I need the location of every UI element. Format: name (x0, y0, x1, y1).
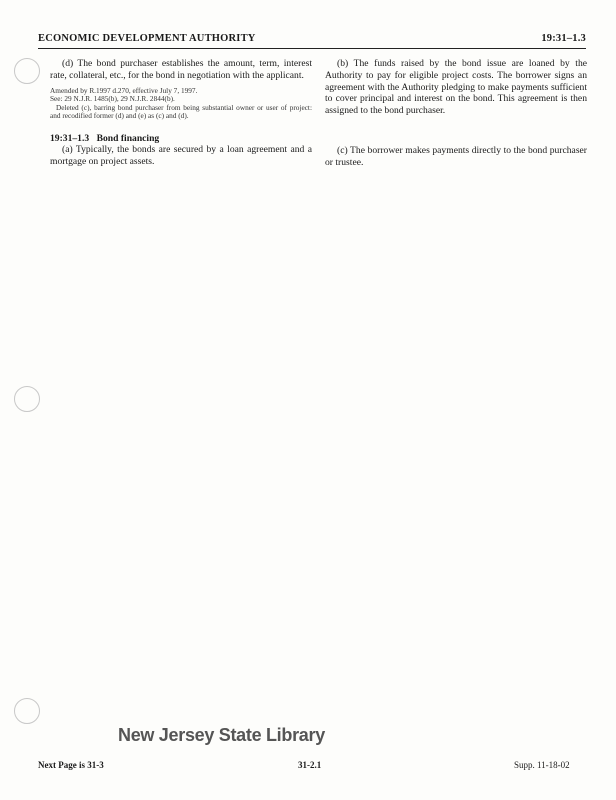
left-column (50, 58, 312, 168)
history-note (50, 87, 312, 121)
binder-hole (14, 386, 40, 412)
footer-page-number: 31-2.1 (298, 760, 322, 770)
binder-hole (14, 58, 40, 84)
section-title: Bond financing (96, 132, 160, 144)
note-amended: Amended by R.1997 d.270, effective July 7, 1997. (50, 85, 198, 95)
footer-next-page: Next Page is 31-3 (38, 760, 104, 770)
paragraph-b: (b) The funds raised by the bond issue are loaned by the Authority to pay for eligible project costs. The borrower signs an agreement with the Authority pledging to make payments sufficient to cover principal and interest on the bond. This agreement is then assigned to the bond purchaser. (325, 58, 587, 117)
binder-hole (14, 698, 40, 724)
paragraph-d: (d) The bond purchaser establishes the amount, term, interest rate, collateral, etc., for the bond in negotiation with the applicant. (50, 58, 312, 81)
header-title: ECONOMIC DEVELOPMENT AUTHORITY (38, 33, 256, 44)
header-section-ref: 19:31–1.3 (541, 33, 586, 44)
note-see: See: 29 N.J.R. 1485(b), 29 N.J.R. 2844(b). (50, 94, 175, 104)
running-header (38, 33, 586, 44)
note-deleted: Deleted (c), barring bond purchaser from being substantial owner or user of project: and recodified former (d) and (e) as (c) and (d). (50, 102, 312, 121)
section-heading (50, 133, 312, 145)
right-column (325, 58, 587, 169)
section-number: 19:31–1.3 (50, 132, 90, 144)
library-stamp: New Jersey State Library (118, 725, 325, 745)
paragraph-a: (a) Typically, the bonds are secured by a loan agreement and a mortgage on project assets. (50, 144, 312, 168)
paragraph-c: (c) The borrower makes payments directly to the bond purchaser or trustee. (325, 144, 587, 168)
header-rule (38, 48, 586, 49)
footer-supplement: Supp. 11-18-02 (514, 760, 570, 770)
